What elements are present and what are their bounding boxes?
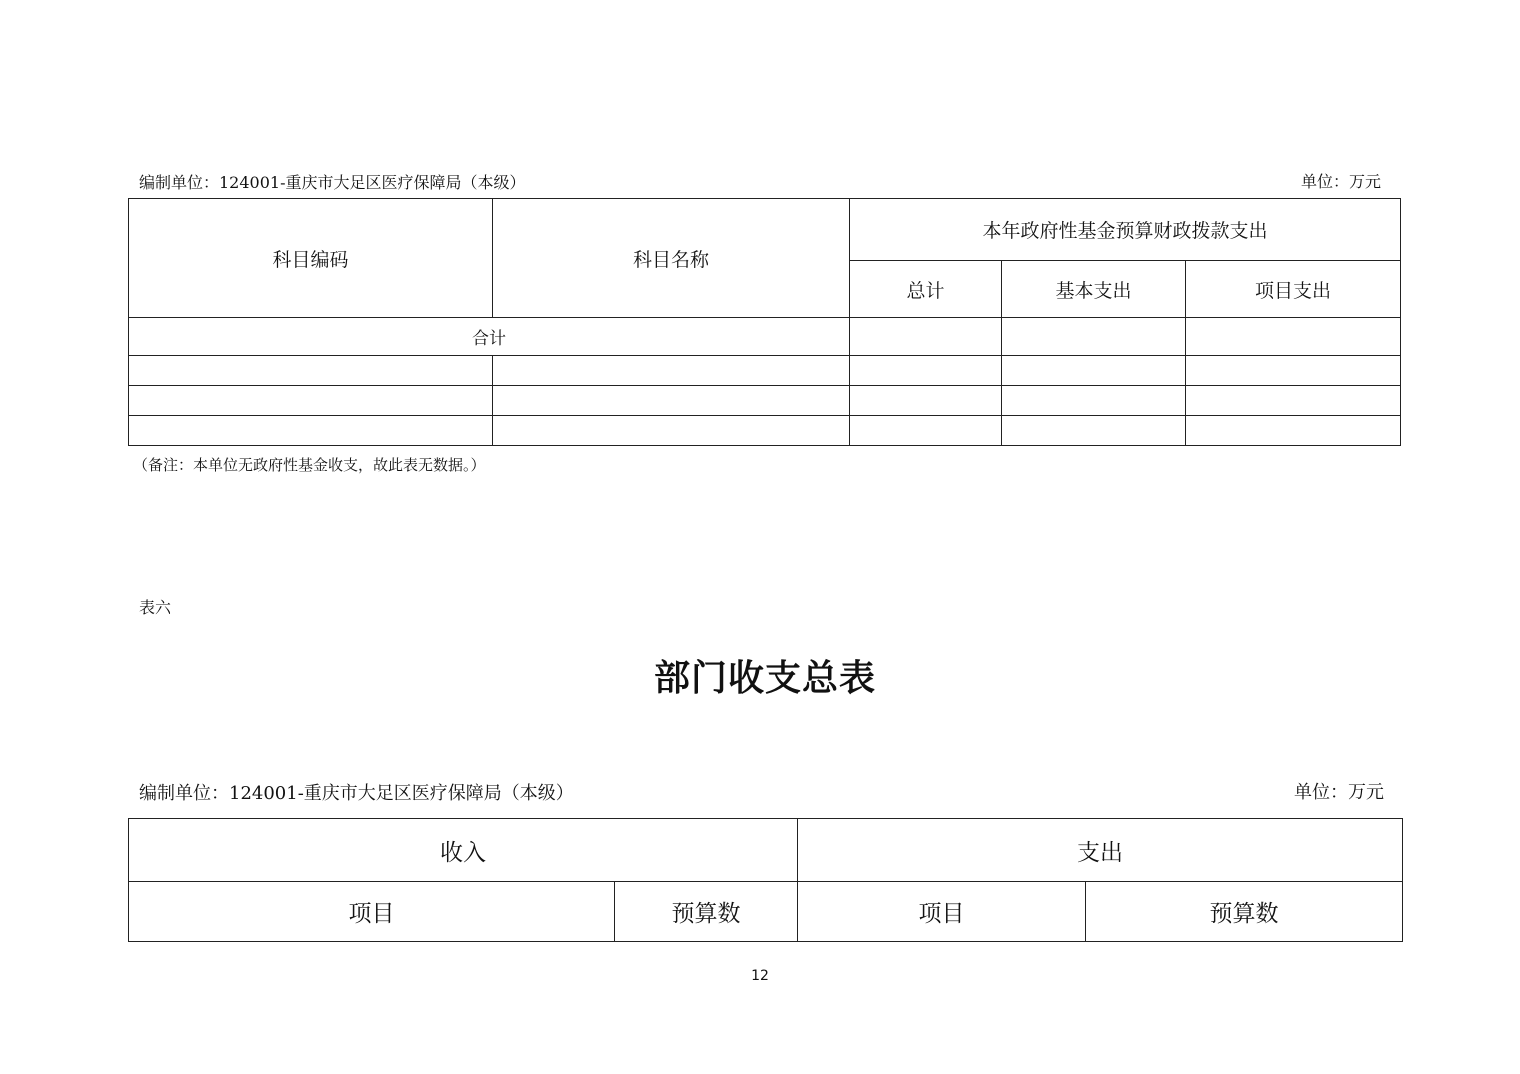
table-cell	[129, 356, 493, 386]
table-cell	[493, 416, 850, 446]
table6-label: 表六	[139, 598, 172, 617]
table-row	[129, 386, 1401, 416]
header-basic-expenditure: 基本支出	[1002, 261, 1186, 318]
header-income: 收入	[129, 819, 798, 882]
table6-unit-label: 单位：万元	[1294, 782, 1384, 803]
table6-org-label: 编制单位：124001-重庆市大足区医疗保障局（本级）	[139, 783, 574, 804]
table-cell	[850, 356, 1002, 386]
table-cell	[1186, 356, 1401, 386]
table-cell	[850, 386, 1002, 416]
income-expense-summary-table	[128, 818, 1403, 942]
header-expense-item: 项目	[798, 882, 1086, 942]
header-expense-budget: 预算数	[1086, 882, 1403, 942]
header-fund-expenditure: 本年政府性基金预算财政拨款支出	[850, 199, 1401, 261]
table-cell	[1002, 318, 1186, 356]
table5-org-label: 编制单位：124001-重庆市大足区医疗保障局（本级）	[139, 173, 526, 192]
header-total: 总计	[850, 261, 1002, 318]
table-cell	[1186, 318, 1401, 356]
table-cell	[493, 386, 850, 416]
page-number: 12	[751, 968, 769, 984]
table-cell	[850, 318, 1002, 356]
table-cell	[850, 416, 1002, 446]
table-row-total	[129, 318, 1401, 356]
total-row-label: 合计	[129, 318, 850, 356]
table-row	[129, 356, 1401, 386]
header-income-budget: 预算数	[615, 882, 798, 942]
header-income-item: 项目	[129, 882, 615, 942]
government-fund-table	[128, 198, 1401, 446]
table-cell	[1186, 416, 1401, 446]
table-cell	[1002, 386, 1186, 416]
header-subject-name: 科目名称	[493, 199, 850, 318]
table-cell	[129, 386, 493, 416]
table5-note: （备注：本单位无政府性基金收支，故此表无数据。）	[133, 456, 486, 474]
table-row	[129, 416, 1401, 446]
page-title: 部门收支总表	[653, 657, 876, 699]
table-cell	[493, 356, 850, 386]
header-subject-code: 科目编码	[129, 199, 493, 318]
table-cell	[1002, 356, 1186, 386]
header-expense: 支出	[798, 819, 1403, 882]
header-project-expenditure: 项目支出	[1186, 261, 1401, 318]
table-cell	[129, 416, 493, 446]
table-cell	[1002, 416, 1186, 446]
table5-unit-label: 单位：万元	[1301, 172, 1382, 191]
table-cell	[1186, 386, 1401, 416]
